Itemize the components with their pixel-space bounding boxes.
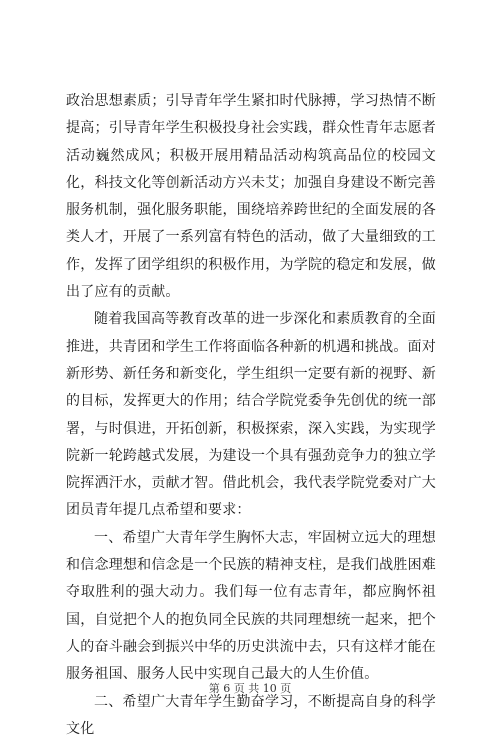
paragraph-2: 随着我国高等教育改革的进一步深化和素质教育的全面推进，共青团和学生工作将面临各种新的机遇和挑战。面对新形势、新任务和新变化，学生组织一定要有新的视野、新的目标，发挥更大的作用；结合学院党委争先创优的统一部署，与时俱进，开拓创新，积极探索，深入实践，为实现学院新一轮跨越式发展，为建设一个具有强劲竞争力的独立学院挥洒汗水，贡献才智。借此机会，我代表学院党委对广大团员青年提几点希望和要求：	[66, 311, 436, 519]
paragraph-4: 二、希望广大青年学生勤奋学习，不断提高自身的科学文化	[66, 693, 436, 737]
page-number-footer: 第 6 页 共 10 页	[208, 682, 292, 695]
paragraph-1: 政治思想素质；引导青年学生紧扣时代脉搏，学习热情不断提高；引导青年学生积极投身社会实践，群众性青年志愿者活动巍然成风；积极开展用精品活动构筑高品位的校园文化，科技文化等创新活动方兴未艾；加强自身建设不断完善服务机制，强化服务职能，围绕培养跨世纪的全面发展的各类人才，开展了一系列富有特色的活动，做了大量细致的工作，发挥了团学组织的积极作用，为学院的稳定和发展，做出了应有的贡献。	[66, 93, 436, 301]
body-text	[66, 88, 436, 743]
paragraph-3: 一、希望广大青年学生胸怀大志，牢固树立远大的理想和信念理想和信念是一个民族的精神支柱，是我们战胜困难夺取胜利的强大动力。我们每一位有志青年，都应胸怀祖国，自觉把个人的抱负同全民族的共同理想统一起来，把个人的奋斗融会到振兴中华的历史洪流中去，只有这样才能在服务祖国、服务人民中实现自己最大的人生价值。	[66, 529, 436, 683]
